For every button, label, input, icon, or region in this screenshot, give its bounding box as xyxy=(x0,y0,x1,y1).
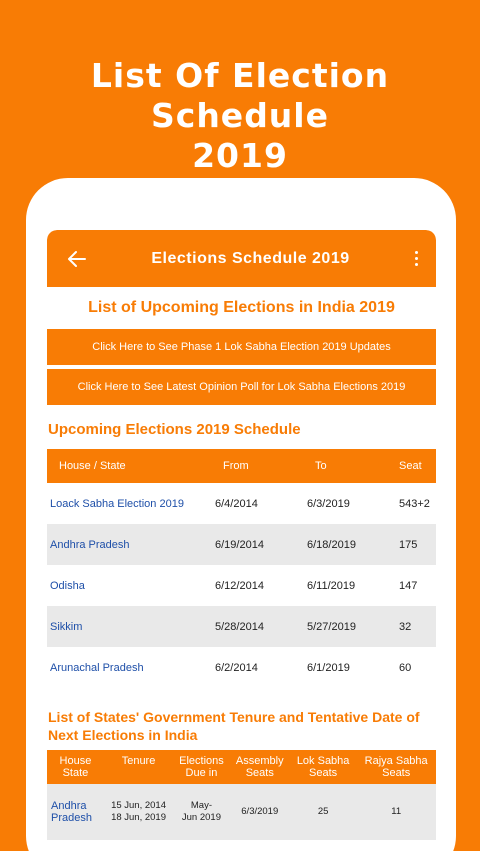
promo-title-line2: 2019 xyxy=(192,136,288,175)
row-from: 5/28/2014 xyxy=(215,606,307,647)
tenure-header-row xyxy=(47,750,436,784)
row-rajya-sabha: 11 xyxy=(356,784,436,840)
header-line: Assembly xyxy=(235,755,284,767)
row-lok-sabha: 25 xyxy=(290,784,356,840)
row-seat: 60 xyxy=(399,661,412,674)
tenure-heading: List of States' Government Tenure and Tentative Date of Next Elections in India xyxy=(48,709,420,743)
table-row[interactable] xyxy=(47,524,436,565)
header-to: To xyxy=(307,449,399,483)
more-options-icon[interactable] xyxy=(408,251,424,266)
due-line: May- xyxy=(190,800,212,811)
header-line: Rajya Sabha xyxy=(364,755,428,767)
app-screen xyxy=(47,230,436,851)
row-tenure xyxy=(104,784,173,840)
header-elections-due xyxy=(173,750,229,784)
row-due xyxy=(173,784,229,840)
header-line: Lok Sabha xyxy=(296,755,350,767)
row-seat: 543+2 xyxy=(399,497,430,510)
app-bar xyxy=(47,230,436,287)
row-to: 5/27/2019 xyxy=(307,606,399,647)
header-line: Elections xyxy=(179,755,224,767)
row-from: 6/2/2014 xyxy=(215,661,258,674)
header-line: Seats xyxy=(309,767,338,779)
table-row[interactable] xyxy=(47,483,436,524)
row-to: 6/11/2019 xyxy=(307,579,356,592)
row-to: 6/1/2019 xyxy=(307,661,350,674)
row-seat: 147 xyxy=(399,579,418,592)
table-row[interactable] xyxy=(47,565,436,606)
row-state[interactable]: Andhra Pradesh xyxy=(47,524,215,565)
phase1-updates-button[interactable]: Click Here to See Phase 1 Lok Sabha Election 2019 Updates xyxy=(47,329,436,365)
header-tenure xyxy=(104,750,173,784)
row-state[interactable]: Loack Sabha Election 2019 xyxy=(50,497,184,510)
tenure-table xyxy=(47,750,436,840)
row-seat: 32 xyxy=(399,606,436,647)
row-to: 6/18/2019 xyxy=(307,524,399,565)
header-line: Seats xyxy=(245,767,274,779)
schedule-table xyxy=(47,449,436,688)
row-from: 6/19/2014 xyxy=(215,524,307,565)
header-lok-sabha-seats xyxy=(290,750,356,784)
header-seat: Seat xyxy=(399,449,436,483)
header-line: Tenure xyxy=(121,755,156,767)
state-line: Andhra xyxy=(51,800,87,812)
header-line: House xyxy=(59,755,92,767)
row-state[interactable]: Arunachal Pradesh xyxy=(50,661,144,674)
row-state[interactable]: Sikkim xyxy=(47,606,215,647)
row-state[interactable]: Odisha xyxy=(50,579,85,592)
upcoming-elections-heading: List of Upcoming Elections in India 2019 xyxy=(88,299,395,316)
promo-title-line1: List Of Election Schedule xyxy=(90,56,390,135)
header-house-state: House / State xyxy=(47,449,215,483)
tenure-line: 18 Jun, 2019 xyxy=(111,812,166,823)
app-bar-title: Elections Schedule 2019 xyxy=(151,249,350,267)
header-line: Due in xyxy=(185,767,218,779)
due-line: Jun 2019 xyxy=(181,812,221,823)
table-row[interactable] xyxy=(47,606,436,647)
table-row[interactable] xyxy=(47,647,436,688)
promo-title xyxy=(0,56,480,176)
state-line: Pradesh xyxy=(51,812,92,824)
table-row[interactable] xyxy=(47,784,436,840)
header-assembly-seats xyxy=(230,750,290,784)
row-state[interactable] xyxy=(47,784,104,840)
header-line: Seats xyxy=(382,767,411,779)
row-seat: 175 xyxy=(399,524,436,565)
header-rajya-sabha-seats xyxy=(356,750,436,784)
header-house-state xyxy=(47,750,104,784)
header-from: From xyxy=(215,449,307,483)
row-from: 6/12/2014 xyxy=(215,579,264,592)
header-line: State xyxy=(62,767,89,779)
row-from: 6/4/2014 xyxy=(215,497,258,510)
row-assembly: 6/3/2019 xyxy=(230,784,290,840)
schedule-heading: Upcoming Elections 2019 Schedule xyxy=(48,421,301,438)
row-to: 6/3/2019 xyxy=(307,497,350,510)
schedule-header-row xyxy=(47,449,436,483)
opinion-poll-button[interactable]: Click Here to See Latest Opinion Poll for Lok Sabha Elections 2019 xyxy=(47,369,436,405)
back-button[interactable] xyxy=(65,245,93,273)
arrow-left-icon xyxy=(65,247,89,271)
tenure-line: 15 Jun, 2014 xyxy=(111,800,166,811)
